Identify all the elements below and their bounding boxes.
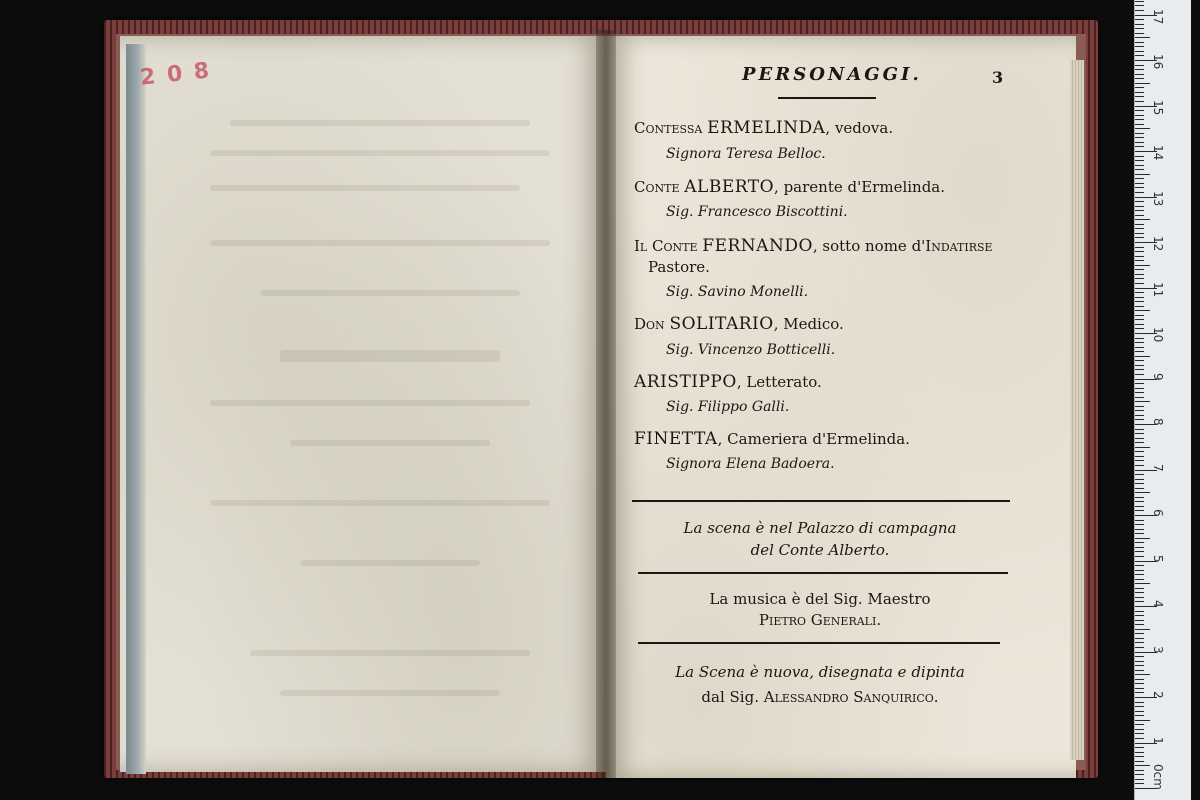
ruler-tick <box>1135 319 1144 320</box>
role-description: , sotto nome d' <box>812 237 926 255</box>
ruler-tick <box>1135 442 1144 443</box>
role-description-cont: Pastore. <box>648 258 710 276</box>
ruler-tick <box>1135 588 1144 589</box>
show-through-line <box>210 185 520 191</box>
ruler-tick <box>1135 206 1144 207</box>
ruler-tick <box>1135 342 1144 343</box>
ruler-tick <box>1135 679 1144 680</box>
ruler-tick <box>1135 178 1144 179</box>
ruler-number: 12 <box>1151 236 1165 252</box>
ruler-tick <box>1135 533 1144 534</box>
ruler-tick <box>1135 638 1144 639</box>
cast-role-line <box>634 236 993 256</box>
ruler-tick <box>1135 661 1144 662</box>
ruler-tick <box>1135 683 1144 684</box>
section-rule <box>632 500 1010 502</box>
ruler-tick <box>1135 283 1144 284</box>
ruler-tick <box>1135 460 1144 461</box>
cast-role-line <box>634 429 910 449</box>
show-through-line <box>280 690 500 696</box>
ruler-tick <box>1135 574 1144 575</box>
ruler-tick <box>1135 506 1144 507</box>
ruler-tick <box>1135 433 1144 434</box>
ruler-number: 15 <box>1151 99 1165 115</box>
ruler-tick <box>1135 297 1144 298</box>
ruler-tick <box>1135 538 1150 539</box>
ruler-tick <box>1135 647 1144 648</box>
ruler-number: 16 <box>1151 54 1165 70</box>
role-prefix: Don <box>634 315 665 333</box>
ruler-tick <box>1135 260 1144 261</box>
ruler-tick <box>1135 278 1144 279</box>
music-note-line1: La musica è del Sig. Maestro <box>709 590 931 608</box>
ruler-tick <box>1135 752 1144 753</box>
ruler-tick <box>1135 228 1144 229</box>
ruler-tick <box>1135 547 1144 548</box>
ruler-tick <box>1135 779 1144 780</box>
ruler-tick <box>1135 156 1144 157</box>
role-description: , Cameriera d'Ermelinda. <box>717 430 910 448</box>
ruler-number: 4 <box>1151 600 1165 608</box>
ruler-tick <box>1135 415 1144 416</box>
ruler-number: 8 <box>1151 418 1165 426</box>
ruler-tick <box>1135 360 1144 361</box>
ruler-tick <box>1135 488 1144 489</box>
scene-note-line2: del Conte Alberto. <box>750 541 890 559</box>
ruler-tick <box>1135 674 1150 675</box>
ruler-tick <box>1135 392 1144 393</box>
page-number: 3 <box>992 68 1004 87</box>
ruler-number: 9 <box>1151 372 1165 381</box>
ruler-tick <box>1135 274 1144 275</box>
ruler-number: 3 <box>1151 645 1165 654</box>
ruler-tick <box>1135 301 1144 302</box>
cast-singer: Sig. Francesco Biscottini. <box>666 204 848 220</box>
ruler-tick <box>1135 369 1144 370</box>
ruler-tick <box>1135 233 1144 234</box>
ruler-tick <box>1135 715 1144 716</box>
ruler-tick <box>1135 5 1144 6</box>
ruler-number: 10 <box>1151 327 1165 343</box>
ruler-tick <box>1135 87 1144 88</box>
ruler-tick <box>1135 374 1144 375</box>
scene-note-line1: La scena è nel Palazzo di campagna <box>683 519 957 537</box>
ruler-tick <box>1135 465 1144 466</box>
ruler-tick <box>1135 529 1144 530</box>
ruler-tick <box>1135 670 1144 671</box>
left-page-edge <box>126 44 146 774</box>
ruler-tick <box>1135 338 1144 339</box>
ruler-number: 11 <box>1151 281 1165 297</box>
show-through-line <box>230 120 530 126</box>
ruler-tick <box>1135 406 1144 407</box>
ruler-number: 17 <box>1151 8 1165 24</box>
ruler-tick <box>1135 756 1144 757</box>
ruler-tick <box>1135 192 1144 193</box>
show-through-line <box>210 240 550 246</box>
ruler-tick <box>1135 160 1144 161</box>
ruler-tick <box>1135 51 1144 52</box>
ruler-tick <box>1135 419 1144 420</box>
ruler-number: 1 <box>1151 736 1165 745</box>
ruler-tick <box>1135 592 1144 593</box>
ruler-tick <box>1135 215 1144 216</box>
ruler-tick <box>1135 201 1144 202</box>
ruler-tick <box>1135 388 1144 389</box>
ruler-tick <box>1135 347 1144 348</box>
ruler-tick <box>1135 83 1150 84</box>
ruler-tick <box>1135 510 1144 511</box>
ruler-tick <box>1135 447 1150 448</box>
role-description: , Medico. <box>773 315 844 333</box>
role-prefix: Il Conte <box>634 237 698 255</box>
ruler-tick <box>1135 265 1150 266</box>
ruler-number: 5 <box>1151 554 1165 563</box>
role-name: ERMELINDA <box>707 118 826 138</box>
show-through-line <box>210 400 530 406</box>
role-prefix: Contessa <box>634 119 703 137</box>
show-through-line <box>290 440 490 446</box>
ruler-tick <box>1135 74 1144 75</box>
ruler-tick <box>1135 183 1144 184</box>
ruler-tick <box>1135 219 1150 220</box>
ruler-tick <box>1135 28 1144 29</box>
ruler-tick <box>1135 401 1150 402</box>
ruler-tick <box>1135 42 1144 43</box>
ruler-tick <box>1135 497 1144 498</box>
ruler-tick <box>1135 165 1144 166</box>
ruler-tick <box>1135 96 1144 97</box>
ruler-tick <box>1135 774 1144 775</box>
cast-role-line <box>634 372 822 392</box>
measuring-ruler <box>1134 0 1191 800</box>
ruler-tick <box>1135 101 1144 102</box>
ruler-tick <box>1135 492 1150 493</box>
ruler-number: 2 <box>1151 691 1165 699</box>
ruler-tick <box>1135 583 1150 584</box>
ruler-tick <box>1135 601 1144 602</box>
ruler-tick <box>1135 169 1144 170</box>
ruler-tick <box>1135 633 1144 634</box>
cast-role-line <box>634 314 844 334</box>
ruler-tick <box>1135 110 1144 111</box>
ruler-tick <box>1135 570 1144 571</box>
ruler-tick <box>1135 383 1144 384</box>
ruler-tick <box>1135 501 1144 502</box>
ruler-tick <box>1135 579 1144 580</box>
ruler-tick <box>1135 665 1144 666</box>
show-through-line <box>210 150 550 156</box>
ruler-tick <box>1135 542 1144 543</box>
ruler-tick <box>1135 702 1144 703</box>
ruler-tick <box>1135 656 1144 657</box>
ruler-tick <box>1135 711 1144 712</box>
show-through-line <box>280 350 500 362</box>
ruler-tick <box>1135 46 1144 47</box>
cast-singer: Sig. Savino Monelli. <box>666 284 809 300</box>
ruler-tick <box>1135 133 1144 134</box>
ruler-tick <box>1135 92 1144 93</box>
show-through-line <box>210 500 550 506</box>
ruler-tick <box>1135 747 1144 748</box>
ruler-tick <box>1135 483 1144 484</box>
ruler-tick <box>1135 247 1144 248</box>
ruler-tick <box>1135 556 1144 557</box>
ruler-tick <box>1135 551 1144 552</box>
section-rule <box>638 572 1008 574</box>
ruler-tick <box>1135 256 1144 257</box>
ruler-number: 6 <box>1151 509 1165 517</box>
role-alias: Indatirse <box>925 237 993 255</box>
ruler-tick <box>1135 33 1144 34</box>
ruler-tick <box>1135 142 1144 143</box>
ruler-tick <box>1135 237 1144 238</box>
role-description: , parente d'Ermelinda. <box>774 178 946 196</box>
set-note-line2 <box>620 688 1020 706</box>
ruler-number: 7 <box>1151 463 1165 472</box>
ruler-tick <box>1135 620 1144 621</box>
ruler-tick <box>1135 55 1144 56</box>
ruler-tick <box>1135 251 1144 252</box>
role-name: ARISTIPPO <box>634 372 737 392</box>
cast-singer: Sig. Filippo Galli. <box>666 399 790 415</box>
ruler-tick <box>1135 137 1144 138</box>
book-gutter <box>596 30 616 778</box>
set-note-prefix: dal Sig. <box>701 688 759 706</box>
set-note-line1: La Scena è nuova, disegnata e dipinta <box>675 663 965 681</box>
show-through-line <box>300 560 480 566</box>
ruler-tick <box>1135 629 1150 630</box>
ruler-tick <box>1135 520 1144 521</box>
page-header-title: PERSONAGGI. <box>742 64 922 85</box>
ruler-tick <box>1135 524 1144 525</box>
ruler-tick <box>1135 65 1144 66</box>
music-note-composer: Pietro Generali. <box>758 611 882 629</box>
ruler-tick <box>1135 351 1144 352</box>
ruler-tick <box>1135 146 1144 147</box>
ruler-tick <box>1135 688 1144 689</box>
ruler-tick <box>1135 269 1144 270</box>
ruler-tick <box>1135 438 1144 439</box>
ruler-tick <box>1135 24 1144 25</box>
ruler-tick <box>1135 37 1150 38</box>
ruler-number: 13 <box>1151 190 1165 206</box>
role-prefix: Conte <box>634 178 680 196</box>
cast-role-line <box>634 118 893 138</box>
ruler-tick <box>1135 356 1150 357</box>
ruler-tick <box>1135 310 1150 311</box>
ruler-tick <box>1135 210 1144 211</box>
ruler-tick <box>1135 624 1144 625</box>
role-description: , vedova. <box>825 119 894 137</box>
ruler-tick <box>1135 397 1144 398</box>
role-name: FERNANDO <box>702 236 813 256</box>
ruler-tick <box>1135 456 1144 457</box>
ruler-tick <box>1135 128 1150 129</box>
ruler-tick <box>1135 410 1144 411</box>
ruler-tick <box>1135 315 1144 316</box>
ruler-tick <box>1135 720 1150 721</box>
ruler-tick <box>1135 19 1144 20</box>
ruler-tick <box>1135 611 1144 612</box>
ruler-tick <box>1135 733 1144 734</box>
library-stamp: 2 0 8 <box>138 58 213 91</box>
ruler-tick <box>1135 706 1144 707</box>
role-name: FINETTA <box>634 429 718 449</box>
cast-singer: Sig. Vincenzo Botticelli. <box>666 342 836 358</box>
ruler-tick <box>1135 692 1144 693</box>
ruler-tick <box>1135 565 1144 566</box>
show-through-line <box>250 650 530 656</box>
ruler-tick <box>1135 1 1144 2</box>
role-name: ALBERTO <box>684 177 775 197</box>
ruler-tick <box>1135 69 1144 70</box>
ruler-tick <box>1135 306 1144 307</box>
set-note-designer: Alessandro Sanquirico. <box>763 688 939 706</box>
ruler-tick <box>1135 765 1150 766</box>
ruler-tick <box>1135 615 1144 616</box>
ruler-tick <box>1135 783 1144 784</box>
ruler-tick <box>1135 174 1150 175</box>
ruler-tick <box>1135 729 1144 730</box>
ruler-tick <box>1135 597 1144 598</box>
ruler-tick <box>1135 429 1144 430</box>
ruler-tick <box>1135 328 1144 329</box>
cast-singer: Signora Teresa Belloc. <box>666 146 826 162</box>
role-description: , Letterato. <box>736 373 822 391</box>
ruler-tick <box>1135 124 1144 125</box>
ruler-tick <box>1135 365 1144 366</box>
page-stack-edge <box>1070 60 1084 760</box>
ruler-tick <box>1135 324 1144 325</box>
ruler-tick <box>1135 738 1144 739</box>
ruler-tick <box>1135 187 1144 188</box>
section-rule <box>638 642 1000 644</box>
ruler-tick <box>1135 78 1144 79</box>
ruler-tick <box>1135 770 1144 771</box>
header-rule <box>778 97 876 99</box>
show-through-line <box>260 290 520 296</box>
role-name: SOLITARIO <box>669 314 774 334</box>
ruler-tick <box>1135 451 1144 452</box>
cast-role-line <box>634 177 945 197</box>
ruler-tick <box>1135 10 1144 11</box>
ruler-number: 14 <box>1151 145 1165 161</box>
ruler-tick <box>1135 224 1144 225</box>
ruler-tick <box>1135 119 1144 120</box>
cast-singer: Signora Elena Badoera. <box>666 456 835 472</box>
ruler-tick <box>1135 115 1144 116</box>
ruler-tick <box>1135 761 1144 762</box>
ruler-tick <box>1135 479 1144 480</box>
ruler-tick <box>1135 292 1144 293</box>
ruler-tick <box>1135 724 1144 725</box>
ruler-tick <box>1135 474 1144 475</box>
ruler-tick <box>1135 642 1144 643</box>
ruler-unit-label: 0cm <box>1151 764 1165 790</box>
